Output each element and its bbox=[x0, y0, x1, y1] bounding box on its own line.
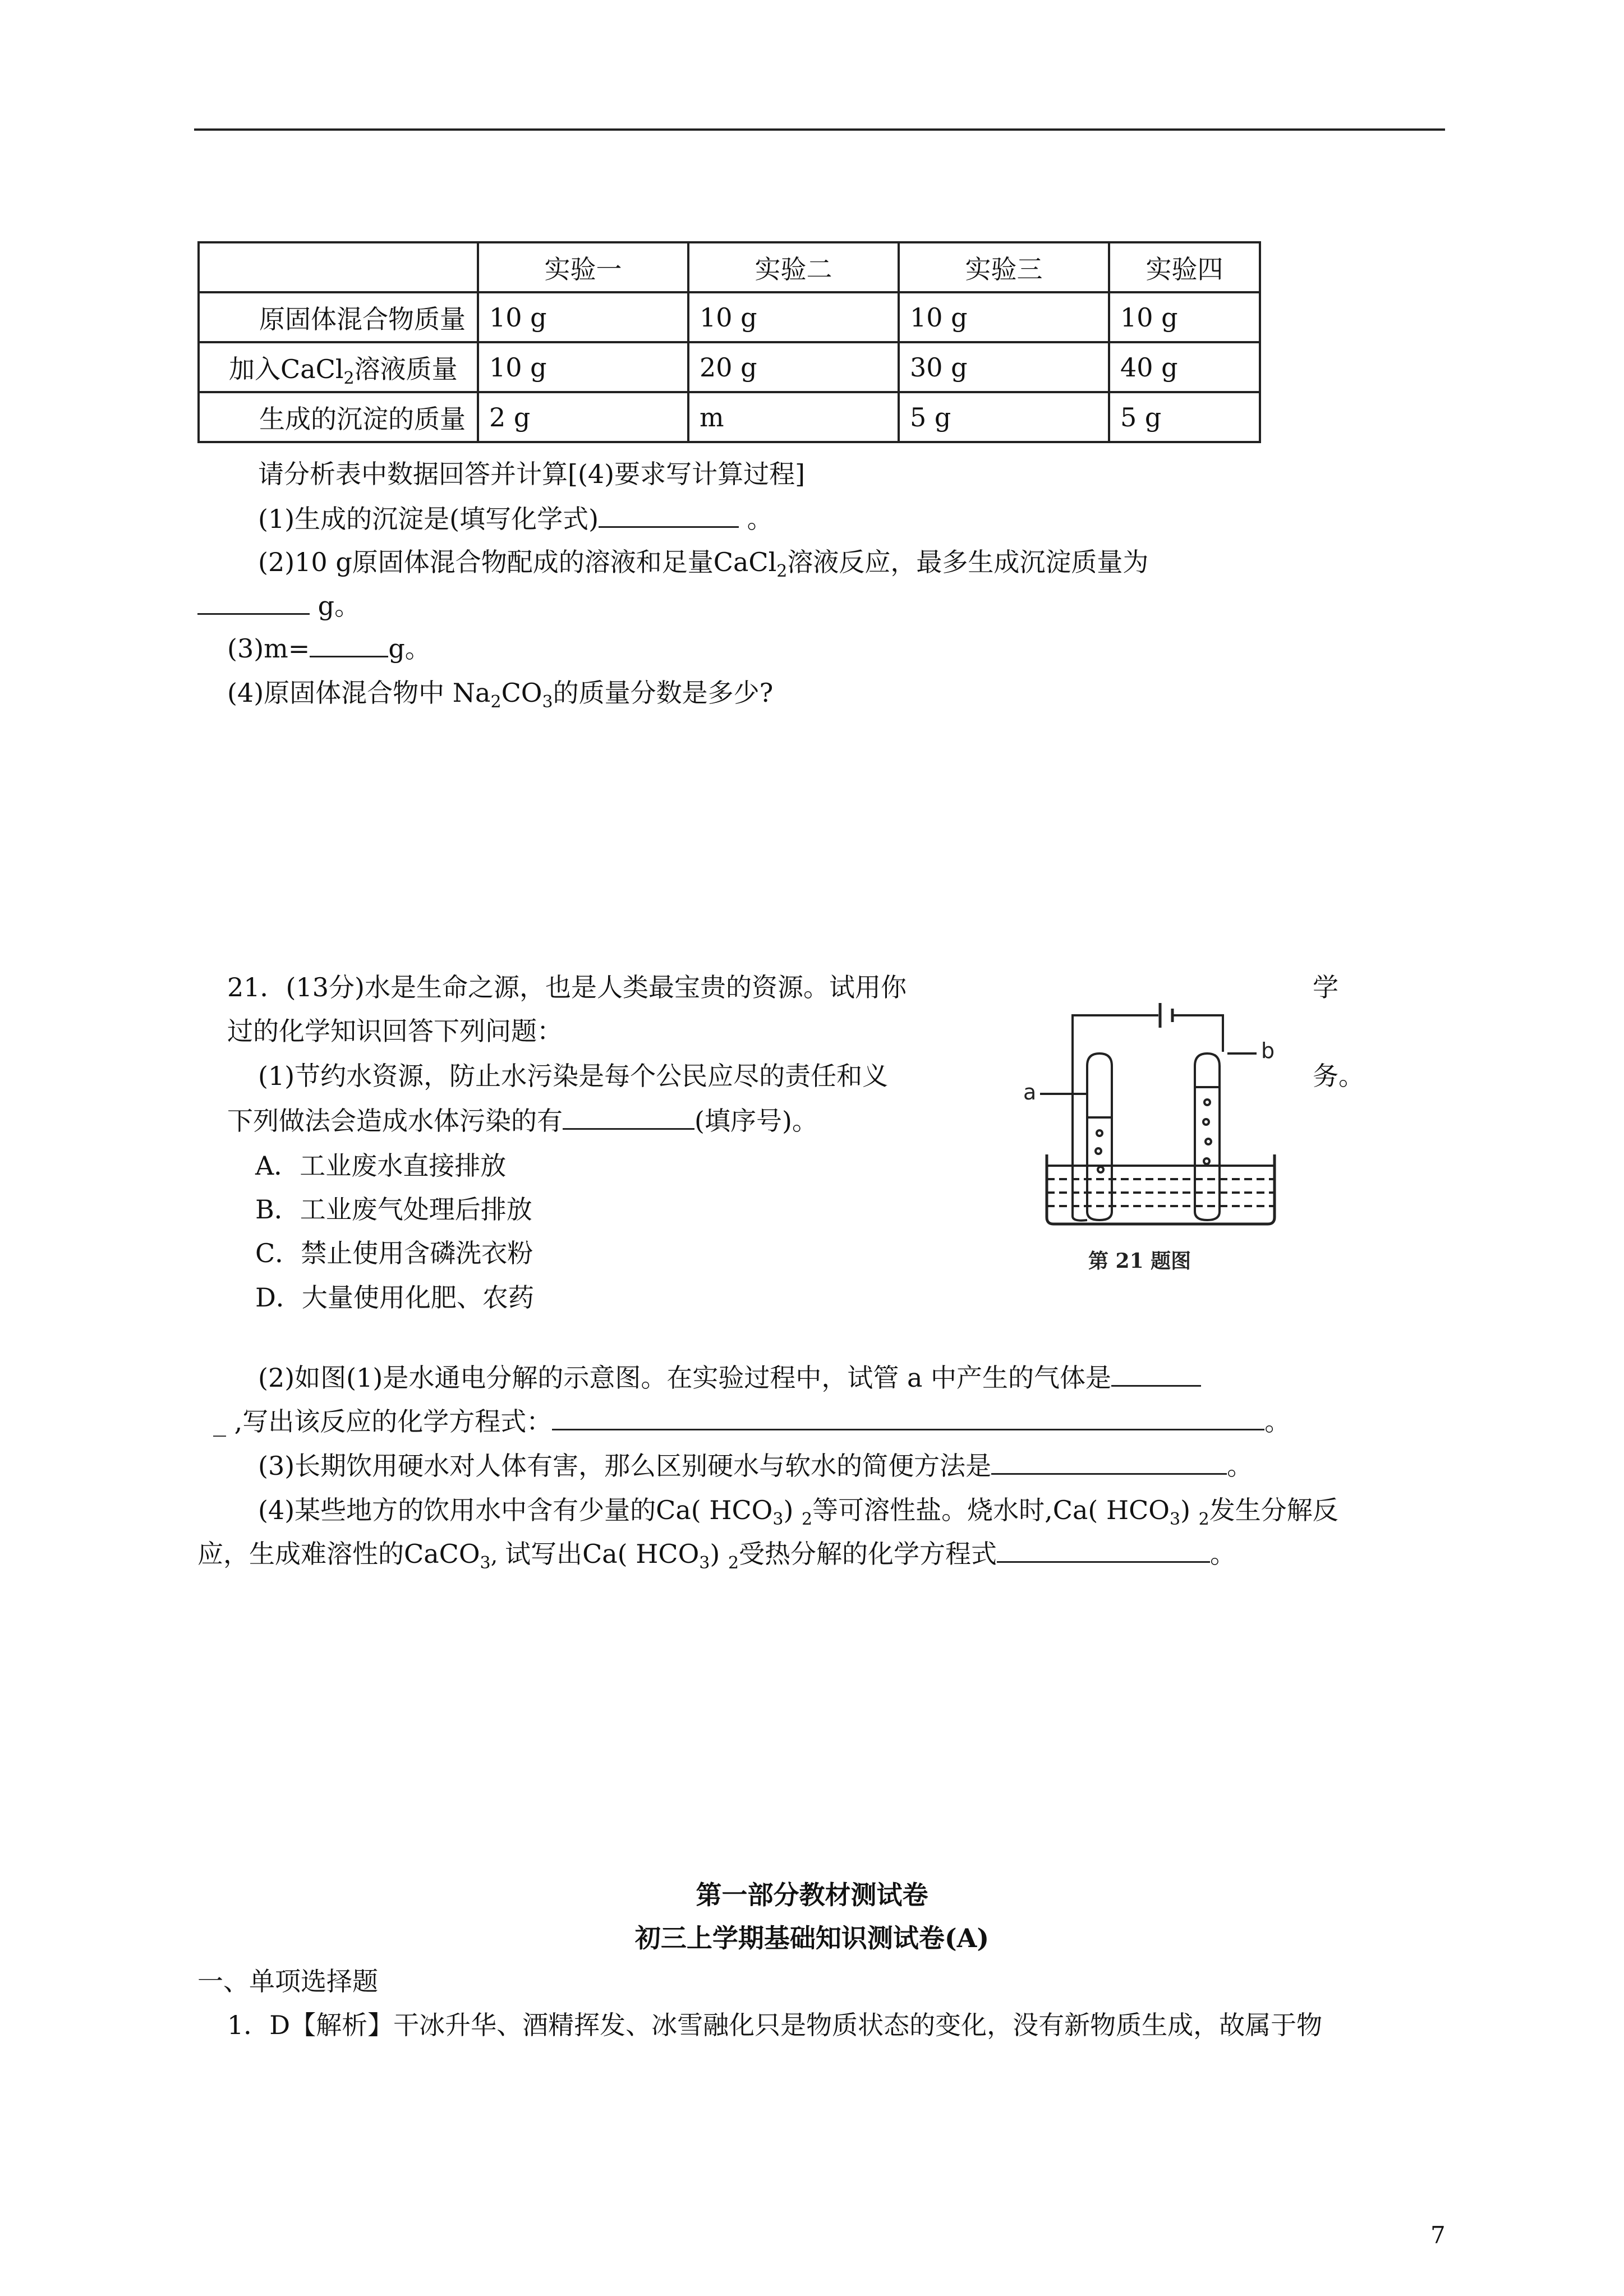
option-c: C．禁止使用含磷洗衣粉 bbox=[255, 1238, 533, 1268]
table-cell: 10 g bbox=[899, 292, 1109, 342]
table-cell: 2 g bbox=[478, 392, 688, 442]
text: 。 bbox=[739, 504, 773, 534]
subscript: 2 bbox=[1198, 1510, 1209, 1529]
answer-blank[interactable] bbox=[599, 504, 739, 528]
table-header-cell: 实验二 bbox=[688, 242, 899, 292]
text: ) bbox=[783, 1495, 802, 1525]
table-header-cell: 实验四 bbox=[1109, 242, 1260, 292]
subscript: 3 bbox=[699, 1553, 710, 1573]
figure-caption: 第 21 题图 bbox=[1088, 1249, 1191, 1273]
table-cell: 20 g bbox=[688, 342, 899, 392]
comma: , bbox=[490, 1543, 505, 1568]
table-cell: 10 g bbox=[478, 342, 688, 392]
subscript: 2 bbox=[728, 1553, 739, 1573]
q21-line1-end: 学 bbox=[1313, 972, 1338, 1002]
bubble bbox=[1206, 1139, 1211, 1144]
table-cell: m bbox=[688, 392, 899, 442]
text: g。 bbox=[310, 591, 361, 621]
table-row bbox=[199, 392, 1260, 442]
text: 下列做法会造成水体污染的有 bbox=[227, 1106, 563, 1136]
table-header-row bbox=[199, 242, 1260, 292]
q21-line4 bbox=[227, 1104, 818, 1138]
answer-blank[interactable] bbox=[997, 1539, 1210, 1563]
text: 。 bbox=[1210, 1539, 1236, 1569]
q21-part2 bbox=[258, 1361, 1201, 1395]
q21-part3 bbox=[258, 1449, 1253, 1483]
q20-part4 bbox=[227, 676, 773, 710]
text: 应，生成难溶性的CaCO bbox=[197, 1539, 480, 1569]
text: (4)原固体混合物中 Na bbox=[227, 678, 491, 708]
option-d: D．大量使用化肥、农药 bbox=[255, 1282, 534, 1313]
subscript: 2 bbox=[802, 1510, 813, 1529]
q20-part3 bbox=[227, 632, 431, 665]
text: 等可溶性盐。烧水时,Ca( HCO bbox=[812, 1495, 1170, 1525]
subscript: 3 bbox=[480, 1553, 491, 1573]
row-label: 原固体混合物质量 bbox=[199, 292, 478, 342]
subscript: 3 bbox=[542, 692, 553, 712]
subscript: 3 bbox=[1169, 1510, 1181, 1529]
header-rule bbox=[194, 128, 1445, 131]
text: _ ,写出该反应的化学方程式： bbox=[213, 1406, 553, 1437]
subscript: 3 bbox=[772, 1510, 784, 1529]
row-label: 生成的沉淀的质量 bbox=[199, 392, 478, 442]
q20-intro: 请分析表中数据回答并计算[(4)要求写计算过程] bbox=[258, 459, 806, 489]
subscript: 2 bbox=[776, 562, 788, 581]
answer-blank[interactable] bbox=[991, 1451, 1227, 1475]
text: 溶液反应，最多生成沉淀质量为 bbox=[787, 547, 1149, 577]
q20-part1 bbox=[258, 502, 773, 536]
text: (1)生成的沉淀是(填写化学式) bbox=[258, 504, 599, 534]
experiment-table bbox=[197, 241, 1261, 443]
text: (3)m= bbox=[227, 633, 310, 664]
text: 发生分解反 bbox=[1209, 1495, 1338, 1525]
table-cell: 5 g bbox=[1109, 392, 1260, 442]
q21-part2-cont bbox=[213, 1405, 1290, 1438]
text: ) bbox=[1180, 1495, 1199, 1525]
bubble bbox=[1096, 1148, 1101, 1154]
answer-blank[interactable] bbox=[552, 1406, 1264, 1430]
table-cell: 40 g bbox=[1109, 342, 1260, 392]
table-cell: 30 g bbox=[899, 342, 1109, 392]
electrolysis-figure bbox=[1021, 987, 1290, 1279]
q20-part2-cont bbox=[197, 589, 360, 623]
label-part: 溶液质量 bbox=[354, 353, 458, 384]
test-tube-b bbox=[1195, 1053, 1220, 1220]
bubble bbox=[1203, 1119, 1209, 1125]
text: 。 bbox=[1264, 1406, 1291, 1437]
label-subscript: 2 bbox=[343, 368, 355, 388]
table-header-cell bbox=[199, 242, 478, 292]
answers-subtitle: 初三上学期基础知识测试卷(A) bbox=[634, 1923, 990, 1953]
bubble bbox=[1098, 1167, 1103, 1172]
table-cell: 10 g bbox=[688, 292, 899, 342]
text: CO bbox=[501, 678, 542, 708]
answers-title: 第一部分教材测试卷 bbox=[696, 1880, 928, 1910]
wire-right bbox=[1172, 1015, 1223, 1052]
q21-line1: 21．(13分)水是生命之源，也是人类最宝贵的资源。试用你 bbox=[227, 972, 907, 1002]
q21-line3-end: 务。 bbox=[1313, 1061, 1364, 1091]
option-a: A．工业废水直接排放 bbox=[255, 1151, 507, 1181]
row-label bbox=[199, 342, 478, 392]
answer-1: 1．D【解析】干冰升华、酒精挥发、冰雪融化只是物质状态的变化，没有新物质生成，故属于物 bbox=[227, 2010, 1323, 2040]
option-b: B．工业废气处理后排放 bbox=[255, 1194, 532, 1225]
q21-line2: 过的化学知识回答下列问题： bbox=[227, 1016, 563, 1046]
text: (填序号)。 bbox=[694, 1106, 818, 1136]
answers-section: 一、单项选择题 bbox=[197, 1966, 378, 1996]
bubble bbox=[1204, 1099, 1210, 1105]
table-cell: 5 g bbox=[899, 392, 1109, 442]
page-number: 7 bbox=[1430, 2221, 1446, 2249]
text: g。 bbox=[388, 633, 431, 664]
answer-blank[interactable] bbox=[1111, 1363, 1201, 1387]
table-cell: 10 g bbox=[1109, 292, 1260, 342]
text: 试写出Ca( HCO bbox=[505, 1539, 700, 1569]
table-row bbox=[199, 342, 1260, 392]
answer-blank[interactable] bbox=[563, 1106, 694, 1130]
table-row bbox=[199, 292, 1260, 342]
text: (2)10 g原固体混合物配成的溶液和足量CaCl bbox=[258, 547, 777, 577]
table-header-cell: 实验三 bbox=[899, 242, 1109, 292]
q21-part4 bbox=[258, 1493, 1338, 1527]
q20-part2 bbox=[258, 545, 1148, 579]
text: (2)如图(1)是水通电分解的示意图。在实验过程中，试管 a 中产生的气体是 bbox=[258, 1363, 1111, 1393]
bubble bbox=[1204, 1158, 1209, 1164]
text: ) bbox=[710, 1539, 728, 1569]
answer-blank[interactable] bbox=[197, 591, 310, 615]
tube-label-b: b bbox=[1261, 1038, 1275, 1063]
text: 。 bbox=[1227, 1451, 1253, 1481]
bubble bbox=[1097, 1130, 1102, 1136]
text: 受热分解的化学方程式 bbox=[739, 1539, 997, 1569]
text: 的质量分数是多少? bbox=[553, 678, 774, 708]
q21-line3: (1)节约水资源，防止水污染是每个公民应尽的责任和义 bbox=[258, 1061, 889, 1091]
q21-part4-cont bbox=[197, 1537, 1236, 1572]
table-header-cell: 实验一 bbox=[478, 242, 688, 292]
table-cell: 10 g bbox=[478, 292, 688, 342]
text: (4)某些地方的饮用水中含有少量的Ca( HCO bbox=[258, 1495, 773, 1525]
electrode-a-wire bbox=[1073, 1216, 1087, 1221]
answer-blank[interactable] bbox=[310, 633, 388, 657]
subscript: 2 bbox=[490, 692, 502, 712]
wire-left bbox=[1073, 1015, 1158, 1065]
label-part: 加入CaCl bbox=[229, 353, 344, 384]
text: (3)长期饮用硬水对人体有害，那么区别硬水与软水的简便方法是 bbox=[258, 1451, 992, 1481]
tube-label-a: a bbox=[1023, 1080, 1037, 1105]
